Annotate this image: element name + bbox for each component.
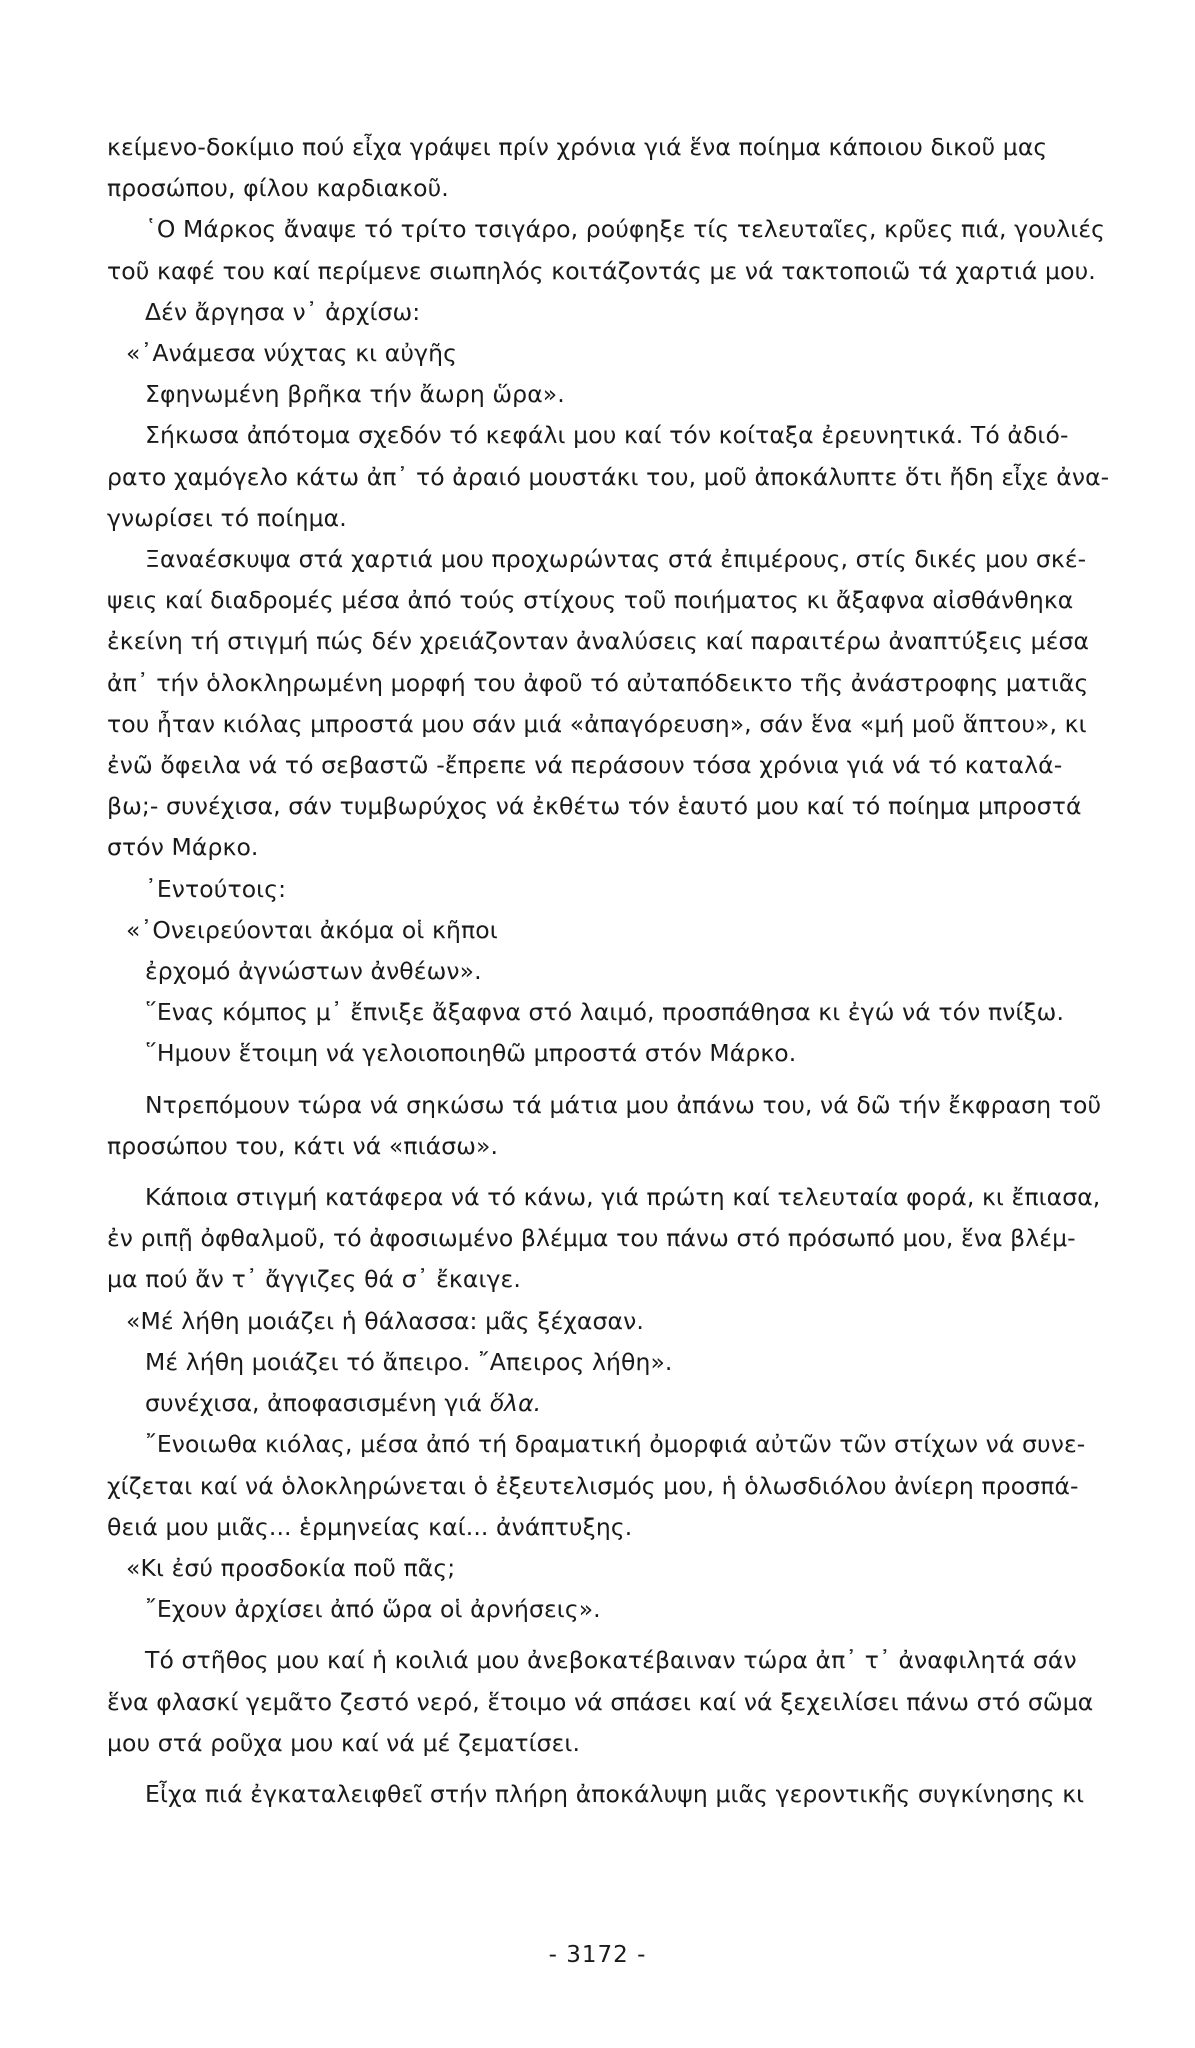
verse-line: «᾿Ονειρεύονται ἀκόμα οἱ κῆποι [126,915,498,944]
paragraph-line: ρατο χαμόγελο κάτω ἀπ᾿ τό ἀραιό μουστάκι του, μοῦ ἀποκάλυπτε ὅτι ἤδη εἶχε ἀνα- [107,462,1110,491]
paragraph-line: ἕνα φλασκί γεμᾶτο ζεστό νερό, ἕτοιμο νά σπάσει καί νά ξεχειλίσει πάνω στό σῶμα [107,1687,1094,1716]
line-text: συνέχισα, ἀποφασισμένη γιά [145,1389,490,1418]
paragraph-line: Δέν ἄργησα ν᾿ ἀρχίσω: [145,297,421,326]
paragraph-line: ᾿Εντούτοις: [145,874,287,903]
paragraph-line: Εἶχα πιά ἐγκαταλειφθεῖ στήν πλήρη ἀποκάλυψη μιᾶς γεροντικῆς συγκίνησης κι [145,1779,1085,1808]
paragraph-line: Σήκωσα ἀπότομα σχεδόν τό κεφάλι μου καί τόν κοίταξα ἐρευνητικά. Τό ἀδιό- [145,421,1069,450]
paragraph-line: Τό στῆθος μου καί ἡ κοιλιά μου ἀνεβοκατέβαιναν τώρα ἀπ᾿ τ᾿ ἀναφιλητά σάν [145,1646,1077,1675]
paragraph-line: ἐκείνη τή στιγμή πώς δέν χρειάζονταν ἀναλύσεις καί παραιτέρω ἀναπτύξεις μέσα [107,627,1090,656]
paragraph-line: του ἦταν κιόλας μπροστά μου σάν μιά «ἀπαγόρευση», σάν ἕνα «μή μοῦ ἅπτου», κι [107,709,1087,738]
paragraph-line: Κάποια στιγμή κατάφερα νά τό κάνω, γιά πρώτη καί τελευταία φορά, κι ἔπιασα, [145,1183,1101,1212]
paragraph-line: Ξαναέσκυψα στά χαρτιά μου προχωρώντας στά ἐπιμέρους, στίς δικές μου σκέ- [145,545,1087,574]
verse-line: ῎Εχουν ἀρχίσει ἀπό ὥρα οἱ ἀρνήσεις». [145,1595,601,1624]
paragraph-line: ῞Ημουν ἕτοιμη νά γελοιοποιηθῶ μπροστά στόν Μάρκο. [145,1039,797,1068]
verse-line: «Κι ἐσύ προσδοκία ποῦ πᾶς; [126,1553,456,1582]
paragraph-line: στόν Μάρκο. [107,833,259,862]
paragraph-line: θειά μου μιᾶς... ἑρμηνείας καί... ἀνάπτυξης. [107,1512,633,1541]
page-number: - 3172 - [548,1942,647,1968]
paragraph-line: ῎Ενοιωθα κιόλας, μέσα ἀπό τή δραματική ὀμορφιά αὐτῶν τῶν στίχων νά συνε- [145,1430,1086,1459]
paragraph-line: προσώπου, φίλου καρδιακοῦ. [107,174,449,203]
paragraph-line: χίζεται καί νά ὁλοκληρώνεται ὁ ἐξευτελισμός μου, ἡ ὁλωσδιόλου ἀνίερη προσπά- [107,1471,1079,1500]
paragraph-line: τοῦ καφέ του καί περίμενε σιωπηλός κοιτάζοντάς με νά τακτοποιῶ τά χαρτιά μου. [107,256,1096,285]
verse-line: ἐρχομό ἀγνώστων ἀνθέων». [145,957,482,986]
paragraph-line: ἀπ᾿ τήν ὁλοκληρωμένη μορφή του ἀφοῦ τό αὐταπόδεικτο τῆς ἀνάστροφης ματιᾶς [107,668,1089,697]
paragraph-line: μα πού ἄν τ᾿ ἄγγιζες θά σ᾿ ἔκαιγε. [107,1265,521,1294]
paragraph-line: ἐνῶ ὄφειλα νά τό σεβαστῶ -ἔπρεπε νά περάσουν τόσα χρόνια γιά νά τό καταλά- [107,751,1063,780]
paragraph-line: ψεις καί διαδρομές μέσα ἀπό τούς στίχους τοῦ ποιήματος κι ἄξαφνα αἰσθάνθηκα [107,586,1074,615]
paragraph-line: γνωρίσει τό ποίημα. [107,503,347,532]
paragraph-line: ῾Ο Μάρκος ἄναψε τό τρίτο τσιγάρο, ρούφηξε τίς τελευταῖες, κρῦες πιά, γουλιές [145,215,1106,244]
verse-line: Σφηνωμένη βρῆκα τήν ἄωρη ὥρα». [145,380,565,409]
paragraph-line: προσώπου του, κάτι νά «πιάσω». [107,1131,499,1160]
emphasized-word: ὅλα. [489,1389,542,1418]
paragraph-line: ῞Ενας κόμπος μ᾿ ἔπνιξε ἄξαφνα στό λαιμό, προσπάθησα κι ἐγώ νά τόν πνίξω. [145,998,1065,1027]
paragraph-line: κείμενο-δοκίμιο πού εἶχα γράψει πρίν χρόνια γιά ἕνα ποίημα κάποιου δικοῦ μας [107,133,1048,161]
paragraph-line: Ντρεπόμουν τώρα νά σηκώσω τά μάτια μου ἀπάνω του, νά δῶ τήν ἔκφραση τοῦ [145,1090,1102,1119]
paragraph-line: βω;- συνέχισα, σάν τυμβωρύχος νά ἐκθέτω τόν ἑαυτό μου καί τό ποίημα μπροστά [107,792,1082,821]
paragraph-line: μου στά ροῦχα μου καί νά μέ ζεματίσει. [107,1728,581,1757]
verse-line: Μέ λήθη μοιάζει τό ἄπειρο. ῎Απειρος λήθη». [145,1347,673,1376]
text-body [107,127,1110,1815]
verse-line: «Μέ λήθη μοιάζει ἡ θάλασσα: μᾶς ξέχασαν. [126,1306,644,1335]
paragraph-line [107,1383,1105,1424]
verse-line: «᾿Ανάμεσα νύχτας κι αὐγῆς [126,339,457,368]
paragraph-line: ἐν ριπῇ ὀφθαλμοῦ, τό ἀφοσιωμένο βλέμμα του πάνω στό πρόσωπό μου, ἕνα βλέμ- [107,1224,1076,1253]
